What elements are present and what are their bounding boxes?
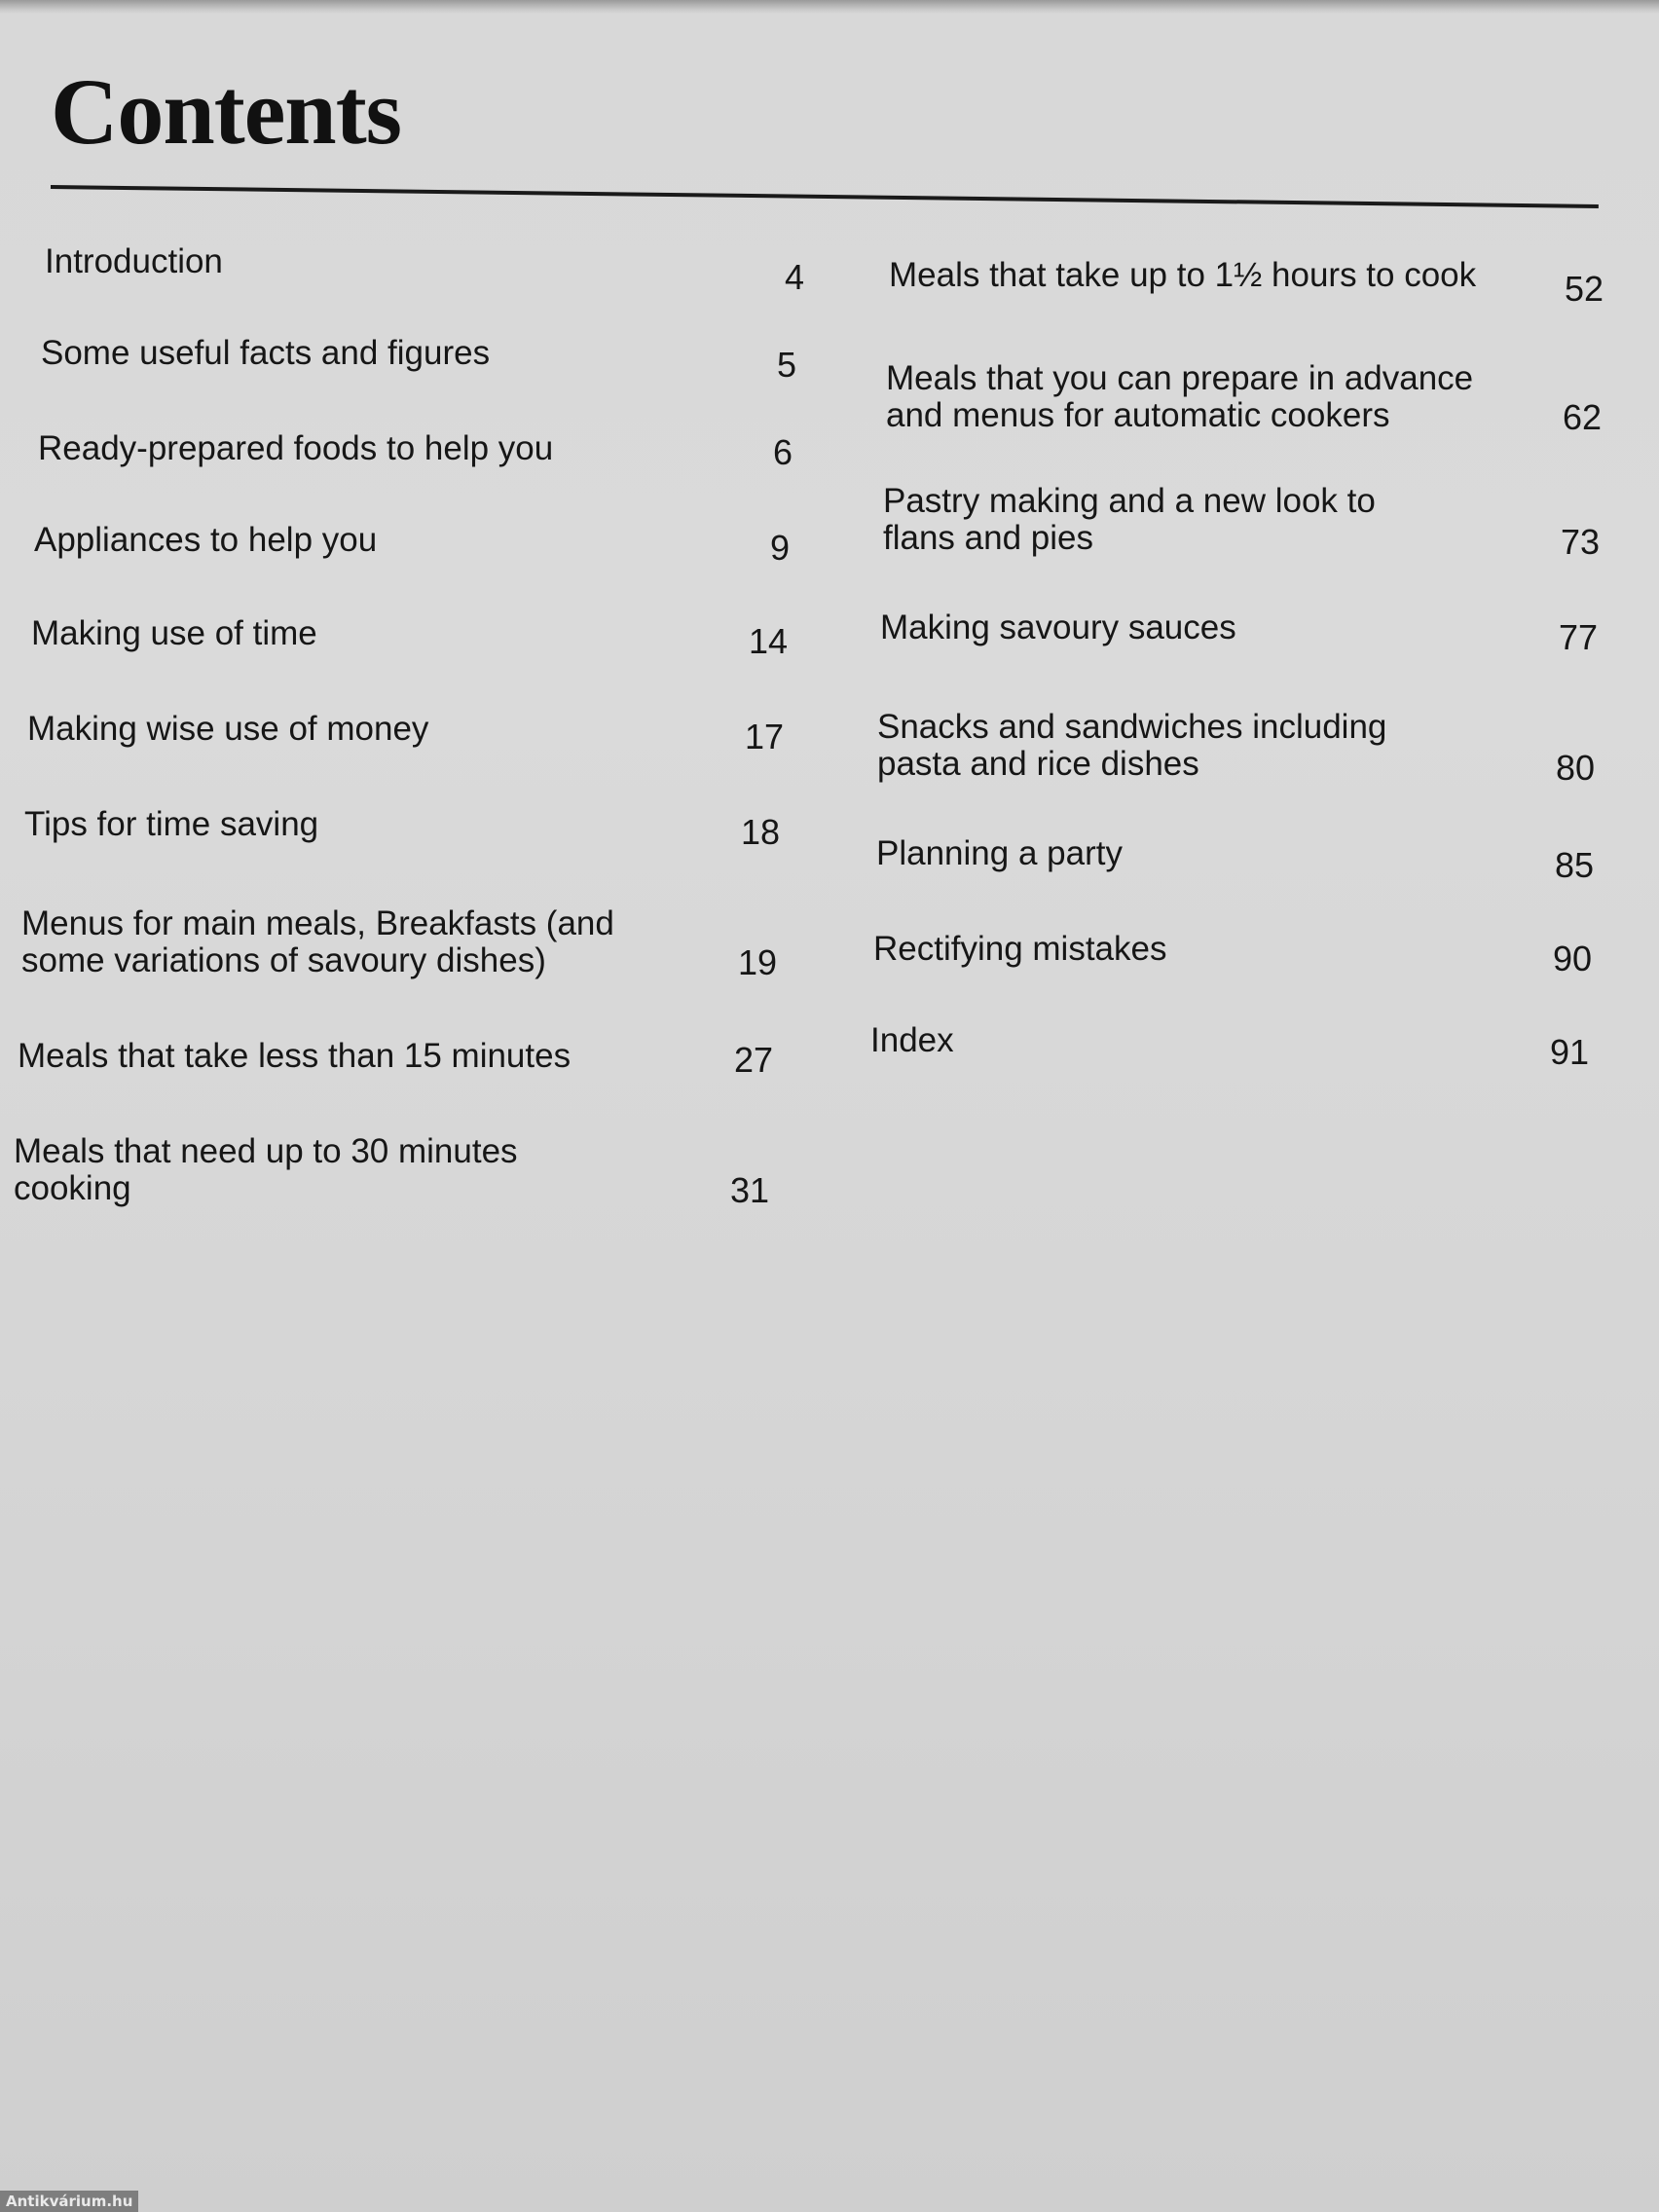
toc-entry-page: 4 (784, 257, 804, 297)
toc-entry-page: 27 (733, 1040, 773, 1080)
toc-entry-page: 31 (729, 1170, 769, 1210)
watermark: Antikvárium.hu (0, 2191, 138, 2212)
toc-entry-title: Some useful facts and figures (41, 334, 491, 372)
toc-entry-page: 14 (748, 621, 788, 661)
toc-entry-title: Planning a party (876, 834, 1123, 872)
toc-entry-page: 77 (1558, 617, 1598, 657)
toc-entry-page: 90 (1552, 939, 1592, 978)
toc-entry-title: Meals that need up to 30 minutes cooking (14, 1132, 518, 1207)
toc-entry-page: 17 (744, 717, 784, 756)
toc-entry-page: 80 (1555, 748, 1595, 788)
toc-entry-title: Meals that take less than 15 minutes (18, 1037, 571, 1075)
toc-entry-title: Ready-prepared foods to help you (38, 429, 554, 467)
toc-entry-title: Making wise use of money (27, 710, 429, 748)
toc-entry-page: 19 (737, 942, 777, 982)
toc-entry-title: Rectifying mistakes (873, 930, 1167, 968)
toc-entry-title: Making use of time (31, 614, 317, 652)
toc-entry-title: Appliances to help you (34, 521, 378, 559)
toc-entry-page: 9 (769, 528, 790, 568)
toc-entry-page: 73 (1560, 522, 1600, 562)
toc-entry-title: Introduction (45, 242, 223, 280)
toc-entry-page: 85 (1554, 845, 1594, 885)
toc-entry-page: 18 (740, 812, 780, 852)
toc-entry-title: Menus for main meals, Breakfasts (and some variations of savoury dishes) (21, 904, 614, 979)
toc-entry-page: 52 (1564, 269, 1604, 309)
toc-entry-page: 6 (772, 432, 793, 472)
toc-entry-title: Snacks and sandwiches including pasta and rice dishes (877, 708, 1387, 783)
toc-entry-title: Tips for time saving (24, 805, 319, 843)
toc-entry-title: Pastry making and a new look to flans and pies (883, 482, 1376, 557)
toc-entry-title: Making savoury sauces (880, 608, 1236, 646)
toc-entry-title: Meals that take up to 1½ hours to cook (889, 256, 1477, 294)
page-title: Contents (51, 59, 402, 164)
toc-entry-page: 91 (1549, 1032, 1589, 1072)
toc-entry-title: Index (870, 1021, 954, 1059)
toc-entry-page: 62 (1562, 397, 1602, 437)
toc-entry-title: Meals that you can prepare in advance and menus for automatic cookers (886, 359, 1474, 434)
toc-entry-page: 5 (776, 345, 796, 385)
